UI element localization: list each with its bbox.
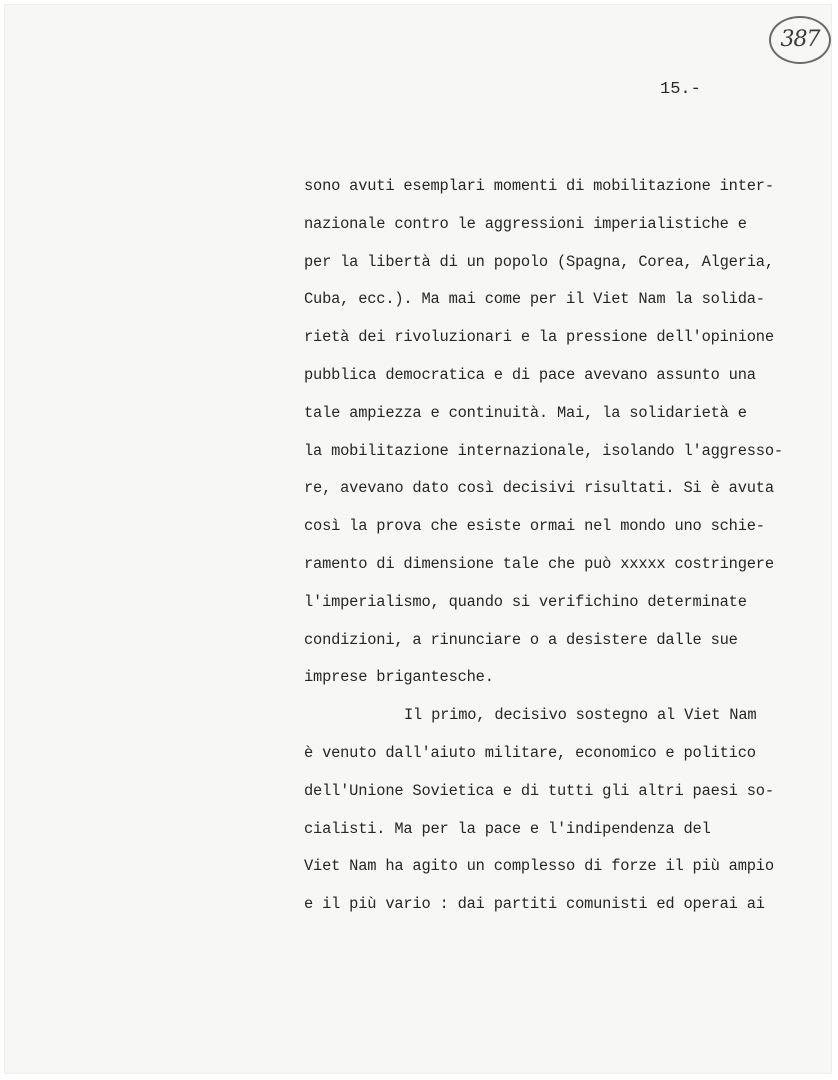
text-line: pubblica democratica e di pace avevano assunto una: [304, 365, 756, 384]
text-line: rietà dei rivoluzionari e la pressione dell'opinione: [304, 328, 774, 347]
text-line: re, avevano dato così decisivi risultati. Si è avuta: [304, 479, 774, 498]
text-line: così la prova che esiste ormai nel mondo uno schie-: [304, 517, 765, 536]
body-text: [304, 168, 824, 924]
text-line: è venuto dall'aiuto militare, economico e politico: [304, 743, 756, 762]
text-line: Viet Nam ha agito un complesso di forze il più ampio: [304, 857, 774, 876]
text-line: l'imperialismo, quando si verifichino determinate: [304, 592, 747, 611]
text-line: per la libertà di un popolo (Spagna, Corea, Algeria,: [304, 252, 774, 271]
text-line: la mobilitazione internazionale, isolando l'aggresso-: [304, 441, 783, 460]
text-line: ramento di dimensione tale che può xxxxx costringere: [304, 554, 774, 573]
text-line: dell'Unione Sovietica e di tutti gli altri paesi so-: [304, 781, 774, 800]
text-line: sono avuti esemplari momenti di mobilitazione inter-: [304, 177, 774, 195]
text-line: cialisti. Ma per la pace e l'indipendenza del: [304, 819, 711, 838]
text-line: nazionale contro le aggressioni imperialistiche e: [304, 214, 747, 233]
text-line: imprese brigantesche.: [304, 668, 494, 687]
typewritten-page: [4, 4, 832, 1074]
page-number: 15.-: [660, 80, 701, 99]
text-line: e il più vario : dai partiti comunisti ed operai ai: [304, 895, 765, 914]
text-line: tale ampiezza e continuità. Mai, la solidarietà e: [304, 403, 747, 422]
text-line: Cuba, ecc.). Ma mai come per il Viet Nam la solida-: [304, 290, 765, 309]
paragraph-first-line: Il primo, decisivo sostegno al Viet Nam: [404, 706, 757, 725]
folio-stamp: 387: [769, 16, 831, 64]
text-line: condizioni, a rinunciare o a desistere dalle sue: [304, 630, 738, 649]
